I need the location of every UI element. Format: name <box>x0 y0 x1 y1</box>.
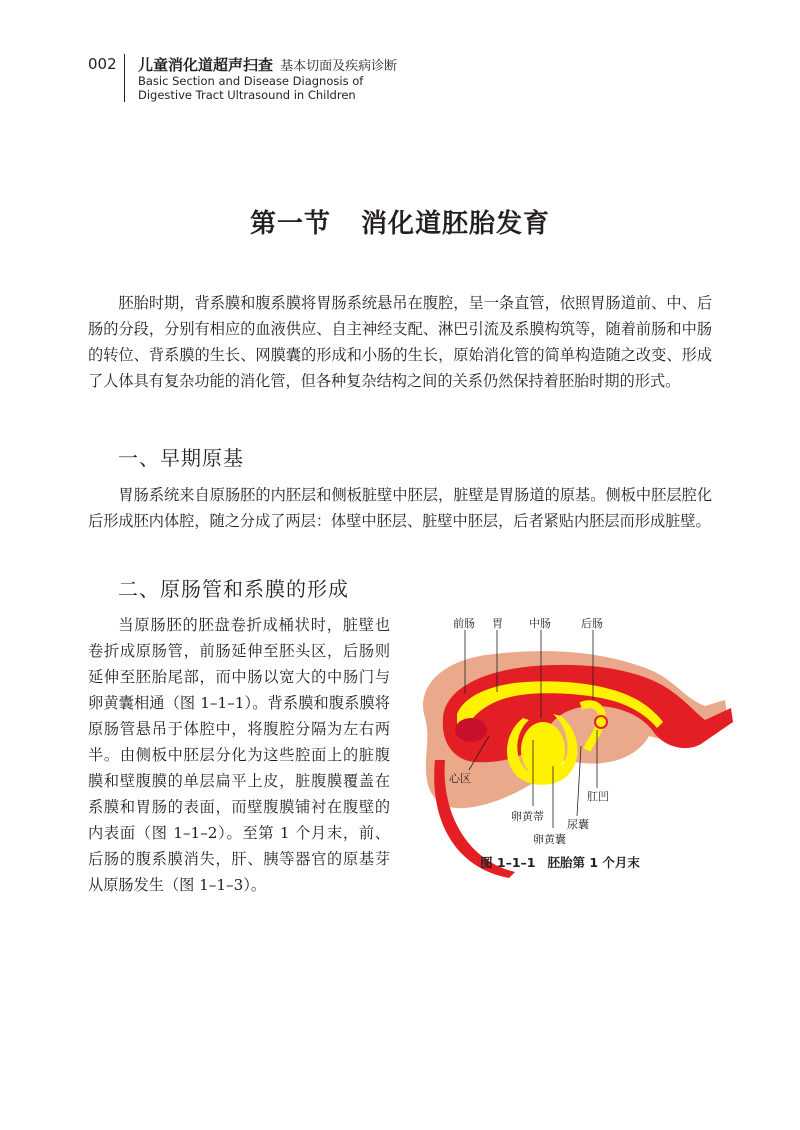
label-vitelline-duct: 卵黄蒂 <box>511 810 544 823</box>
yolk-sac-fill <box>521 722 565 778</box>
label-heart: 心区 <box>449 772 471 785</box>
header-divider <box>124 54 125 102</box>
book-title-english-line2: Digestive Tract Ultrasound in Children <box>138 88 356 102</box>
label-foregut: 前肠 <box>453 617 475 630</box>
label-midgut: 中肠 <box>529 617 551 630</box>
subsection-2-paragraph: 当原肠胚的胚盘卷折成桶状时，脏壁也卷折成原肠管，前肠延伸至胚头区，后肠则延伸至胚胎尾部，而中肠以宽大的中肠门与卵黄囊相通（图 1–1–1）。背系膜和腹系膜将原肠管悬吊于体腔中，将腹腔分隔为左右两半。由侧板中胚层分化为这些腔面上的脏腹膜和壁腹膜的单层扁平上皮，脏腹膜覆盖在系膜和胃肠的表面，而壁腹膜铺衬在腹壁的内表面（图 1–1–2）。至第 1 个月末，前、后肠的腹系膜消失，肝、胰等器官的原基芽从原肠发生（图 1–1–3）。 <box>88 616 390 894</box>
section-heading: 消化道胚胎发育 <box>361 209 551 239</box>
label-stomach: 胃 <box>492 617 503 630</box>
label-hindgut: 后肠 <box>581 617 603 630</box>
cloaca-ring <box>595 716 607 728</box>
book-title-sub: 基本切面及疾病诊断 <box>280 59 398 74</box>
book-title-english-line1: Basic Section and Disease Diagnosis of <box>138 74 364 88</box>
intro-paragraph-block <box>88 290 712 394</box>
label-cloaca: 肛凹 <box>587 790 609 803</box>
subsection-heading-1: 一、早期原基 <box>118 446 244 470</box>
embryo-diagram <box>405 610 735 880</box>
book-title-main: 儿童消化道超声扫查 <box>138 56 274 74</box>
embryo-figure <box>405 610 735 880</box>
section-title <box>0 203 800 240</box>
heart-region <box>455 718 487 742</box>
label-allantois: 尿囊 <box>567 818 589 831</box>
intro-paragraph: 胚胎时期，背系膜和腹系膜将胃肠系统悬吊在腹腔，呈一条直管，依照胃肠道前、中、后肠的分段，分别有相应的血液供应、自主神经支配、淋巴引流及系膜构筑等，随着前肠和中肠的转位、背系膜的生长、网膜囊的形成和小肠的生长，原始消化管的简单构造随之改变、形成了人体具有复杂功能的消化管，但各种复杂结构之间的关系仍然保持着胚胎时期的形式。 <box>88 294 712 390</box>
figure-caption-text: 胚胎第 1 个月末 <box>547 855 640 870</box>
book-title <box>138 54 397 75</box>
page-header <box>0 0 800 110</box>
book-title-english <box>138 74 363 102</box>
subsection-1-block <box>88 482 712 534</box>
section-number: 第一节 <box>249 209 331 239</box>
figure-caption <box>430 853 690 871</box>
figure-caption-number: 图 1–1–1 <box>480 855 536 870</box>
page-number: 002 <box>88 55 117 73</box>
subsection-heading-2: 二、原肠管和系膜的形成 <box>118 577 349 601</box>
label-yolk-sac: 卵黄囊 <box>533 833 566 846</box>
subsection-1-paragraph: 胃肠系统来自原肠胚的内胚层和侧板脏壁中胚层，脏壁是胃肠道的原基。侧板中胚层腔化后形成胚内体腔，随之分成了两层：体壁中胚层、脏壁中胚层，后者紧贴内胚层而形成脏壁。 <box>88 486 712 530</box>
